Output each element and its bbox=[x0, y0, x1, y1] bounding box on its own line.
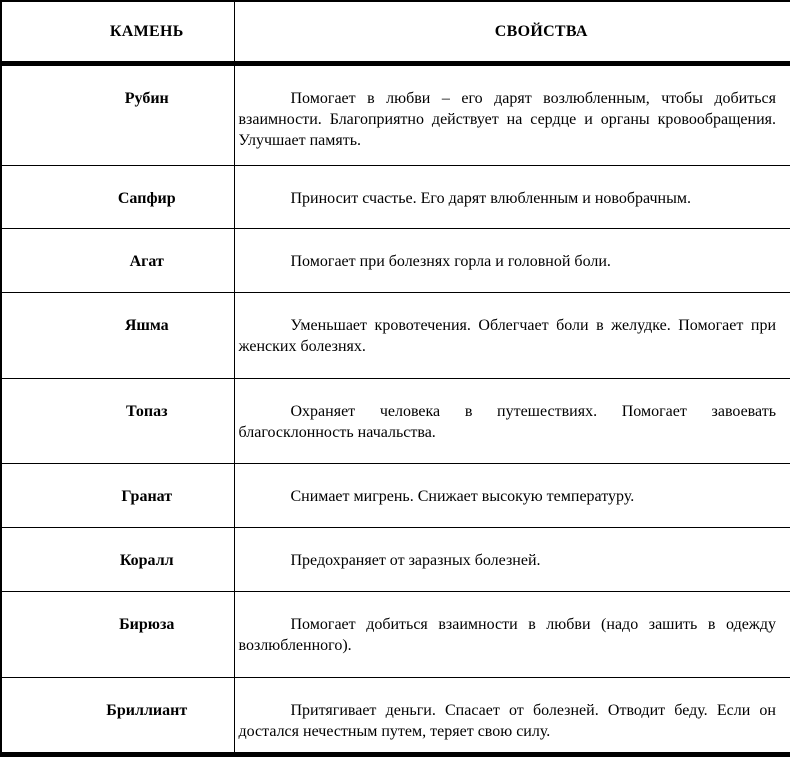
stone-name: Бирюза bbox=[1, 591, 234, 677]
table-row bbox=[1, 591, 790, 677]
stone-name: Рубин bbox=[1, 63, 234, 165]
stone-properties: Помогает добиться взаимности в любви (надо зашить в одежду возлюбленного). bbox=[234, 591, 790, 677]
stone-properties: Уменьшает кровотечения. Облегчает боли в желудке. Помогает при женских болезнях. bbox=[234, 292, 790, 378]
stone-name: Топаз bbox=[1, 378, 234, 463]
table-header-row bbox=[1, 1, 790, 63]
stone-properties: Помогает в любви – его дарят возлюбленным, чтобы добиться взаимности. Благоприятно действует на сердце и органы кровообращения. Улучшает память. bbox=[234, 63, 790, 165]
stone-properties: Притягивает деньги. Спасает от болезней. Отводит беду. Если он достался нечестным путем, теряет свою силу. bbox=[234, 677, 790, 754]
stone-name: Агат bbox=[1, 228, 234, 292]
stone-name: Яшма bbox=[1, 292, 234, 378]
column-header-properties: СВОЙСТВА bbox=[234, 1, 790, 63]
stone-properties: Охраняет человека в путешествиях. Помогает завоевать благосклонность начальства. bbox=[234, 378, 790, 463]
stone-name: Гранат bbox=[1, 463, 234, 527]
stone-name: Бриллиант bbox=[1, 677, 234, 754]
stone-name: Коралл bbox=[1, 527, 234, 591]
table-row bbox=[1, 228, 790, 292]
table-row bbox=[1, 463, 790, 527]
column-header-stone: КАМЕНЬ bbox=[1, 1, 234, 63]
stone-properties: Снимает мигрень. Снижает высокую температуру. bbox=[234, 463, 790, 527]
stone-properties: Предохраняет от заразных болезней. bbox=[234, 527, 790, 591]
table-row bbox=[1, 165, 790, 228]
table-row bbox=[1, 292, 790, 378]
table-row bbox=[1, 378, 790, 463]
stone-properties: Приносит счастье. Его дарят влюбленным и новобрачным. bbox=[234, 165, 790, 228]
table-row bbox=[1, 527, 790, 591]
table-row bbox=[1, 677, 790, 754]
table-row bbox=[1, 63, 790, 165]
stone-properties: Помогает при болезнях горла и головной боли. bbox=[234, 228, 790, 292]
stone-name: Сапфир bbox=[1, 165, 234, 228]
